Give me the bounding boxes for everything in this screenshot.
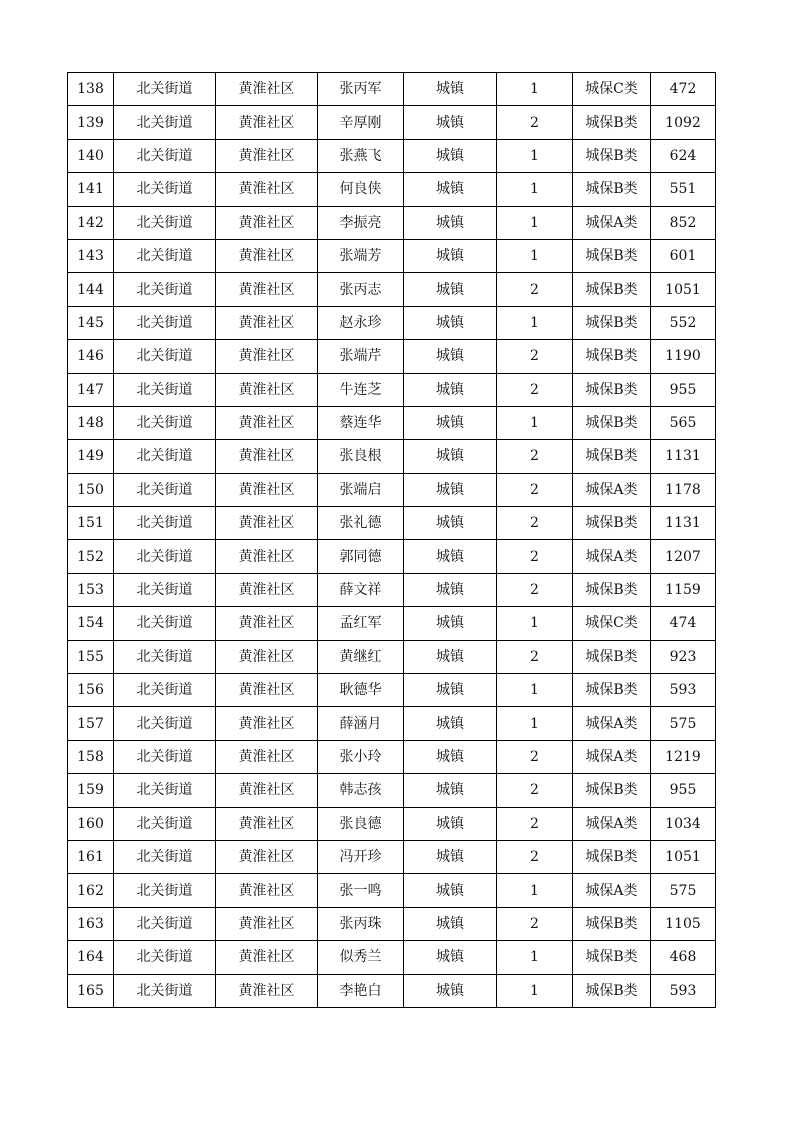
street-cell: 北关街道	[114, 173, 216, 206]
table-row	[68, 440, 716, 473]
area-type-cell: 城镇	[404, 373, 497, 406]
category-cell: 城保A类	[573, 740, 651, 773]
household-size-cell: 1	[497, 306, 573, 339]
category-cell: 城保B类	[573, 573, 651, 606]
community-cell: 黄淮社区	[216, 373, 318, 406]
household-size-cell: 2	[497, 774, 573, 807]
household-size-cell: 1	[497, 73, 573, 106]
table-row	[68, 573, 716, 606]
table-row	[68, 306, 716, 339]
amount-cell: 575	[651, 874, 716, 907]
amount-cell: 1051	[651, 273, 716, 306]
category-cell: 城保B类	[573, 941, 651, 974]
name-cell: 牛连芝	[318, 373, 404, 406]
row-number-cell: 142	[68, 206, 114, 239]
name-cell: 张端芹	[318, 340, 404, 373]
amount-cell: 1051	[651, 840, 716, 873]
row-number-cell: 163	[68, 907, 114, 940]
area-type-cell: 城镇	[404, 306, 497, 339]
table-row	[68, 473, 716, 506]
category-cell: 城保A类	[573, 206, 651, 239]
household-size-cell: 2	[497, 540, 573, 573]
household-size-cell: 2	[497, 740, 573, 773]
row-number-cell: 153	[68, 573, 114, 606]
name-cell: 张端芳	[318, 239, 404, 272]
amount-cell: 1034	[651, 807, 716, 840]
row-number-cell: 157	[68, 707, 114, 740]
row-number-cell: 138	[68, 73, 114, 106]
category-cell: 城保B类	[573, 440, 651, 473]
row-number-cell: 155	[68, 640, 114, 673]
community-cell: 黄淮社区	[216, 840, 318, 873]
household-size-cell: 2	[497, 106, 573, 139]
street-cell: 北关街道	[114, 473, 216, 506]
name-cell: 张丙志	[318, 273, 404, 306]
household-size-cell: 2	[497, 473, 573, 506]
community-cell: 黄淮社区	[216, 707, 318, 740]
name-cell: 郭同德	[318, 540, 404, 573]
category-cell: 城保A类	[573, 540, 651, 573]
amount-cell: 474	[651, 607, 716, 640]
household-size-cell: 1	[497, 974, 573, 1007]
table-row	[68, 840, 716, 873]
area-type-cell: 城镇	[404, 573, 497, 606]
street-cell: 北关街道	[114, 573, 216, 606]
row-number-cell: 148	[68, 406, 114, 439]
area-type-cell: 城镇	[404, 640, 497, 673]
area-type-cell: 城镇	[404, 674, 497, 707]
name-cell: 李振亮	[318, 206, 404, 239]
table-row	[68, 974, 716, 1007]
name-cell: 张端启	[318, 473, 404, 506]
row-number-cell: 162	[68, 874, 114, 907]
street-cell: 北关街道	[114, 774, 216, 807]
table-row	[68, 139, 716, 172]
street-cell: 北关街道	[114, 907, 216, 940]
table-row	[68, 206, 716, 239]
community-cell: 黄淮社区	[216, 740, 318, 773]
amount-cell: 955	[651, 373, 716, 406]
table-row	[68, 73, 716, 106]
area-type-cell: 城镇	[404, 607, 497, 640]
category-cell: 城保B类	[573, 273, 651, 306]
table-row	[68, 373, 716, 406]
household-size-cell: 1	[497, 206, 573, 239]
household-size-cell: 2	[497, 440, 573, 473]
area-type-cell: 城镇	[404, 106, 497, 139]
community-cell: 黄淮社区	[216, 507, 318, 540]
table-row	[68, 340, 716, 373]
area-type-cell: 城镇	[404, 874, 497, 907]
street-cell: 北关街道	[114, 874, 216, 907]
name-cell: 何良侠	[318, 173, 404, 206]
row-number-cell: 164	[68, 941, 114, 974]
table-row	[68, 740, 716, 773]
row-number-cell: 154	[68, 607, 114, 640]
household-size-cell: 1	[497, 173, 573, 206]
category-cell: 城保B类	[573, 774, 651, 807]
community-cell: 黄淮社区	[216, 907, 318, 940]
community-cell: 黄淮社区	[216, 874, 318, 907]
category-cell: 城保A类	[573, 473, 651, 506]
community-cell: 黄淮社区	[216, 941, 318, 974]
street-cell: 北关街道	[114, 674, 216, 707]
street-cell: 北关街道	[114, 273, 216, 306]
area-type-cell: 城镇	[404, 239, 497, 272]
amount-cell: 1178	[651, 473, 716, 506]
row-number-cell: 156	[68, 674, 114, 707]
category-cell: 城保B类	[573, 173, 651, 206]
table-row	[68, 507, 716, 540]
name-cell: 孟红军	[318, 607, 404, 640]
table-row	[68, 540, 716, 573]
amount-cell: 1131	[651, 507, 716, 540]
table-row	[68, 106, 716, 139]
name-cell: 冯开珍	[318, 840, 404, 873]
table-row	[68, 874, 716, 907]
community-cell: 黄淮社区	[216, 306, 318, 339]
household-size-cell: 2	[497, 273, 573, 306]
household-size-cell: 1	[497, 406, 573, 439]
street-cell: 北关街道	[114, 941, 216, 974]
name-cell: 薛文祥	[318, 573, 404, 606]
area-type-cell: 城镇	[404, 707, 497, 740]
name-cell: 蔡连华	[318, 406, 404, 439]
name-cell: 张一鸣	[318, 874, 404, 907]
category-cell: 城保B类	[573, 139, 651, 172]
category-cell: 城保B类	[573, 306, 651, 339]
area-type-cell: 城镇	[404, 173, 497, 206]
household-size-cell: 2	[497, 340, 573, 373]
area-type-cell: 城镇	[404, 507, 497, 540]
household-size-cell: 2	[497, 640, 573, 673]
area-type-cell: 城镇	[404, 406, 497, 439]
household-size-cell: 2	[497, 507, 573, 540]
street-cell: 北关街道	[114, 507, 216, 540]
category-cell: 城保B类	[573, 239, 651, 272]
amount-cell: 1092	[651, 106, 716, 139]
area-type-cell: 城镇	[404, 774, 497, 807]
community-cell: 黄淮社区	[216, 674, 318, 707]
household-size-cell: 2	[497, 573, 573, 606]
community-cell: 黄淮社区	[216, 106, 318, 139]
amount-cell: 565	[651, 406, 716, 439]
area-type-cell: 城镇	[404, 840, 497, 873]
row-number-cell: 139	[68, 106, 114, 139]
area-type-cell: 城镇	[404, 340, 497, 373]
household-size-cell: 1	[497, 139, 573, 172]
category-cell: 城保B类	[573, 974, 651, 1007]
category-cell: 城保A类	[573, 707, 651, 740]
street-cell: 北关街道	[114, 239, 216, 272]
household-size-cell: 1	[497, 874, 573, 907]
street-cell: 北关街道	[114, 640, 216, 673]
name-cell: 张良根	[318, 440, 404, 473]
category-cell: 城保B类	[573, 840, 651, 873]
amount-cell: 624	[651, 139, 716, 172]
name-cell: 张丙珠	[318, 907, 404, 940]
amount-cell: 575	[651, 707, 716, 740]
table-row	[68, 173, 716, 206]
street-cell: 北关街道	[114, 540, 216, 573]
area-type-cell: 城镇	[404, 440, 497, 473]
row-number-cell: 158	[68, 740, 114, 773]
community-cell: 黄淮社区	[216, 573, 318, 606]
area-type-cell: 城镇	[404, 907, 497, 940]
street-cell: 北关街道	[114, 440, 216, 473]
row-number-cell: 143	[68, 239, 114, 272]
household-size-cell: 1	[497, 674, 573, 707]
category-cell: 城保C类	[573, 73, 651, 106]
amount-cell: 1131	[651, 440, 716, 473]
table-row	[68, 607, 716, 640]
street-cell: 北关街道	[114, 73, 216, 106]
category-cell: 城保B类	[573, 406, 651, 439]
street-cell: 北关街道	[114, 974, 216, 1007]
row-number-cell: 147	[68, 373, 114, 406]
name-cell: 张礼德	[318, 507, 404, 540]
name-cell: 薛涵月	[318, 707, 404, 740]
name-cell: 张燕飞	[318, 139, 404, 172]
street-cell: 北关街道	[114, 340, 216, 373]
amount-cell: 468	[651, 941, 716, 974]
street-cell: 北关街道	[114, 707, 216, 740]
household-size-cell: 2	[497, 840, 573, 873]
area-type-cell: 城镇	[404, 206, 497, 239]
row-number-cell: 159	[68, 774, 114, 807]
table-row	[68, 239, 716, 272]
table-row	[68, 406, 716, 439]
category-cell: 城保B类	[573, 674, 651, 707]
street-cell: 北关街道	[114, 373, 216, 406]
household-size-cell: 2	[497, 807, 573, 840]
amount-cell: 852	[651, 206, 716, 239]
community-cell: 黄淮社区	[216, 273, 318, 306]
name-cell: 韩志孩	[318, 774, 404, 807]
community-cell: 黄淮社区	[216, 406, 318, 439]
category-cell: 城保B类	[573, 340, 651, 373]
community-cell: 黄淮社区	[216, 440, 318, 473]
name-cell: 李艳白	[318, 974, 404, 1007]
amount-cell: 923	[651, 640, 716, 673]
amount-cell: 955	[651, 774, 716, 807]
community-cell: 黄淮社区	[216, 640, 318, 673]
name-cell: 张良德	[318, 807, 404, 840]
amount-cell: 1190	[651, 340, 716, 373]
row-number-cell: 145	[68, 306, 114, 339]
area-type-cell: 城镇	[404, 974, 497, 1007]
community-cell: 黄淮社区	[216, 540, 318, 573]
name-cell: 辛厚刚	[318, 106, 404, 139]
table-row	[68, 907, 716, 940]
category-cell: 城保C类	[573, 607, 651, 640]
name-cell: 似秀兰	[318, 941, 404, 974]
category-cell: 城保B类	[573, 106, 651, 139]
area-type-cell: 城镇	[404, 473, 497, 506]
name-cell: 黄继红	[318, 640, 404, 673]
amount-cell: 601	[651, 239, 716, 272]
street-cell: 北关街道	[114, 306, 216, 339]
roster-table	[67, 72, 716, 1008]
amount-cell: 1159	[651, 573, 716, 606]
household-size-cell: 1	[497, 239, 573, 272]
amount-cell: 1219	[651, 740, 716, 773]
roster-table-body	[68, 73, 716, 1008]
street-cell: 北关街道	[114, 840, 216, 873]
area-type-cell: 城镇	[404, 139, 497, 172]
category-cell: 城保B类	[573, 373, 651, 406]
amount-cell: 593	[651, 674, 716, 707]
area-type-cell: 城镇	[404, 941, 497, 974]
community-cell: 黄淮社区	[216, 807, 318, 840]
table-row	[68, 640, 716, 673]
table-row	[68, 807, 716, 840]
area-type-cell: 城镇	[404, 73, 497, 106]
row-number-cell: 141	[68, 173, 114, 206]
household-size-cell: 1	[497, 707, 573, 740]
amount-cell: 1105	[651, 907, 716, 940]
name-cell: 张丙军	[318, 73, 404, 106]
table-row	[68, 273, 716, 306]
community-cell: 黄淮社区	[216, 774, 318, 807]
category-cell: 城保B类	[573, 640, 651, 673]
area-type-cell: 城镇	[404, 540, 497, 573]
street-cell: 北关街道	[114, 106, 216, 139]
row-number-cell: 144	[68, 273, 114, 306]
amount-cell: 472	[651, 73, 716, 106]
area-type-cell: 城镇	[404, 740, 497, 773]
community-cell: 黄淮社区	[216, 206, 318, 239]
community-cell: 黄淮社区	[216, 340, 318, 373]
community-cell: 黄淮社区	[216, 239, 318, 272]
row-number-cell: 149	[68, 440, 114, 473]
community-cell: 黄淮社区	[216, 974, 318, 1007]
community-cell: 黄淮社区	[216, 607, 318, 640]
row-number-cell: 151	[68, 507, 114, 540]
amount-cell: 1207	[651, 540, 716, 573]
street-cell: 北关街道	[114, 807, 216, 840]
category-cell: 城保B类	[573, 507, 651, 540]
row-number-cell: 140	[68, 139, 114, 172]
street-cell: 北关街道	[114, 607, 216, 640]
row-number-cell: 161	[68, 840, 114, 873]
amount-cell: 552	[651, 306, 716, 339]
household-size-cell: 1	[497, 941, 573, 974]
community-cell: 黄淮社区	[216, 73, 318, 106]
household-size-cell: 2	[497, 907, 573, 940]
area-type-cell: 城镇	[404, 807, 497, 840]
community-cell: 黄淮社区	[216, 173, 318, 206]
row-number-cell: 160	[68, 807, 114, 840]
street-cell: 北关街道	[114, 206, 216, 239]
table-row	[68, 774, 716, 807]
name-cell: 耿德华	[318, 674, 404, 707]
household-size-cell: 1	[497, 607, 573, 640]
category-cell: 城保A类	[573, 874, 651, 907]
name-cell: 赵永珍	[318, 306, 404, 339]
table-row	[68, 707, 716, 740]
amount-cell: 551	[651, 173, 716, 206]
row-number-cell: 146	[68, 340, 114, 373]
community-cell: 黄淮社区	[216, 139, 318, 172]
household-size-cell: 2	[497, 373, 573, 406]
street-cell: 北关街道	[114, 139, 216, 172]
category-cell: 城保B类	[573, 907, 651, 940]
table-row	[68, 941, 716, 974]
row-number-cell: 150	[68, 473, 114, 506]
amount-cell: 593	[651, 974, 716, 1007]
row-number-cell: 152	[68, 540, 114, 573]
row-number-cell: 165	[68, 974, 114, 1007]
community-cell: 黄淮社区	[216, 473, 318, 506]
category-cell: 城保A类	[573, 807, 651, 840]
name-cell: 张小玲	[318, 740, 404, 773]
street-cell: 北关街道	[114, 406, 216, 439]
table-row	[68, 674, 716, 707]
street-cell: 北关街道	[114, 740, 216, 773]
area-type-cell: 城镇	[404, 273, 497, 306]
